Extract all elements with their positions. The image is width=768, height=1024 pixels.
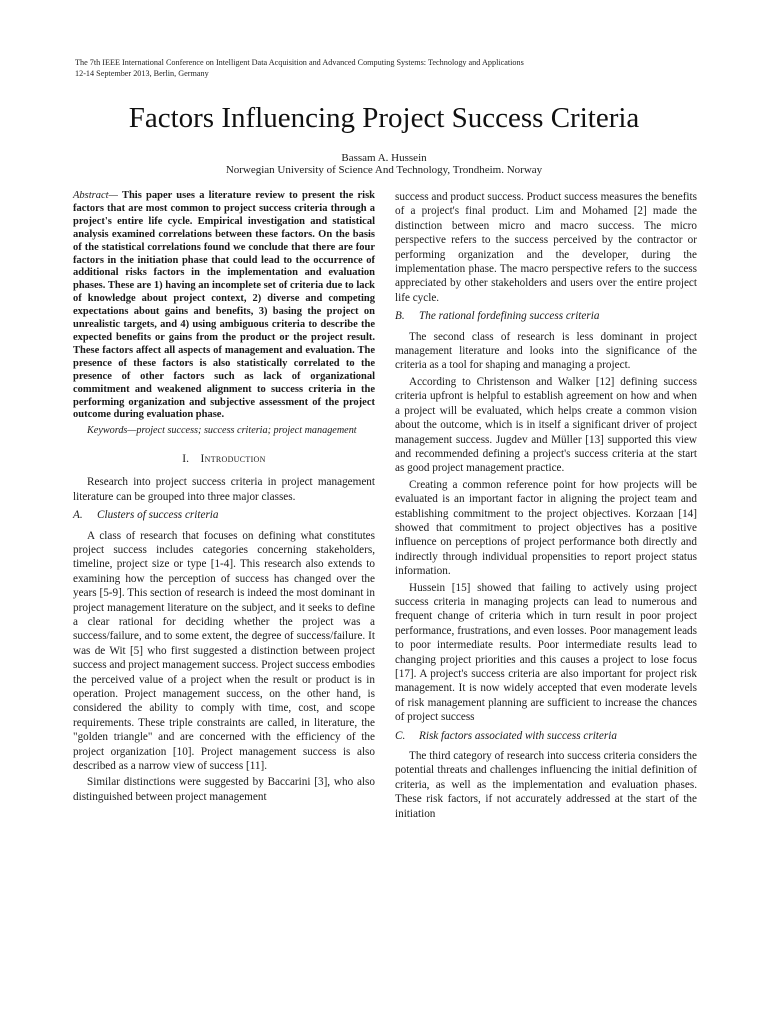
right-column [395,190,697,823]
subsection-b-paragraph-4: Hussein [15] showed that failing to actively using project success criteria in managing projects can lead to numerous and frequent change of criteria which in turn result in poor project performance, frustrations, and even losses. Poor management leads to poor intermediate results. Poor intermediate results lead to changing project priorities and this causes a project to lose focus [17]. A project's success criteria are also important for project risk management. It is now widely accepted that even moderate levels of risk management planning are sufficient to increase the chances of project success [395,581,697,724]
subsection-heading-b [395,309,697,323]
subsection-c-title: Risk factors associated with success criteria [419,729,617,742]
subsection-a-title: Clusters of success criteria [97,509,219,522]
abstract-label: Abstract— [73,190,118,201]
abstract [73,190,375,422]
section-title: Introduction [200,452,266,465]
conference-header [75,58,695,79]
conference-line-2: 12-14 September 2013, Berlin, Germany [75,68,209,78]
section-number: I. [182,452,189,465]
subsection-b-paragraph-3: Creating a common reference point for how projects will be evaluated is an important factor in aligning the project team and establishing commitment to the project objectives. Korzaan [14] showed that commitment to project objectives has a positive influence on perceptions of project performance both directly and indirectly through individual propensities to report project status information. [395,478,697,578]
subsection-b-paragraph-2: According to Christenson and Walker [12] defining success criteria upfront is helpful to establish agreement on how and when a project will be evaluated, which helps create a common vision about the outcome, which is in itself a significant driver of project management success. Jugdev and Müller [13] supported this view and recommended defining a project's success criteria at the start as good project management practice. [395,375,697,475]
author-affiliation: Norwegian University of Science And Technology, Trondheim. Norway [225,164,543,176]
subsection-b-label: B. [395,310,405,323]
keywords: Keywords—project success; success criteria; project management [87,425,357,437]
subsection-heading-a [73,508,375,522]
intro-paragraph: Research into project success criteria in project management literature can be grouped into three major classes. [73,476,375,503]
conference-line-1: The 7th IEEE International Conference on Intelligent Data Acquisition and Advanced Computing Systems: Technology and Applications [75,58,524,67]
abstract-text: This paper uses a literature review to present the risk factors that are most common to project success criteria through a project's entire life cycle. Empirical investigation and statistical analysis examined correlations between these factors. On the basis of the statistical correlations found we conclude that there are four factors in the initiation phase that could lead to the occurrence of additional risks factors in the implementation and evaluation phases. These are 1) having an incomplete set of criteria due to lack of knowledge about project context, 2) diverse and competing expectations about gains and benefits, 3) basing the project on unrealistic targets, and 4) using ambiguous criteria to describe the expected benefits or gains from the product or the project result. These factors affect all aspects of management and evaluation. The presence of these factors is also statistically correlated to the presence of other factors such as lack of organizational commitment and weakened alignment to success criteria in the performing organization and subjective assessment of the project outcome during evaluation phase. [73,190,375,421]
subsection-b-title: The rational fordefining success criteria [419,310,600,323]
subsection-heading-c [395,729,697,743]
author-name: Bassam A. Hussein [341,152,427,164]
subsection-a-paragraph-1: A class of research that focuses on defining what constitutes project success includes categories concerning stakeholders, timeline, project size or type [1-4]. This research also extends to examining how the perception of success has changed over the years [5-9]. This section of research is indeed the most dominant in project management literature on the subject, and it seeks to define a clear rational for deciding whether the project was a success/failure, and to some extent, the degree of success/failure. It was de Wit [5] who first suggested a distinction between project success and project management success. Project success embodies the perceived value of a project when the result or product is in operation. Project management success, on the other hand, is considered the ability to comply with time, cost, and scope requirements. These triple constraints are called, in literature, the "golden triangle" and are concerned with the efficiency of the project organization [10]. Project management success is also described as a narrow view of success [11]. [73,529,375,773]
subsection-a-paragraph-3: success and product success. Product success measures the benefits of a project's final product. Lim and Mohamed [2] made the distinction between micro and macro success. The micro perspective refers to the success perceived by the contractor or performing organization and the developer, during the implementation phase. The macro perspective refers to the success appreciated by other stakeholders and users over the entire project life cycle. [395,191,697,304]
subsection-b-paragraph-1: The second class of research is less dominant in project management literature and looks into the significance of the criteria as a tool for shaping and managing a project. [395,330,697,372]
section-heading-introduction [73,452,375,466]
left-column [73,190,375,806]
subsection-a-label: A. [73,509,83,522]
subsection-c-paragraph-1: The third category of research into success criteria considers the potential threats and challenges influencing the initial definition of criteria, as well as the implementation and evaluation phases. These risk factors, if not accurately addressed at the start of the initiation [395,750,697,820]
subsection-c-label: C. [395,729,406,742]
paper-title: Factors Influencing Project Success Criteria [128,102,640,134]
subsection-a-paragraph-2: Similar distinctions were suggested by Baccarini [3], who also distinguished between project management [73,776,375,803]
